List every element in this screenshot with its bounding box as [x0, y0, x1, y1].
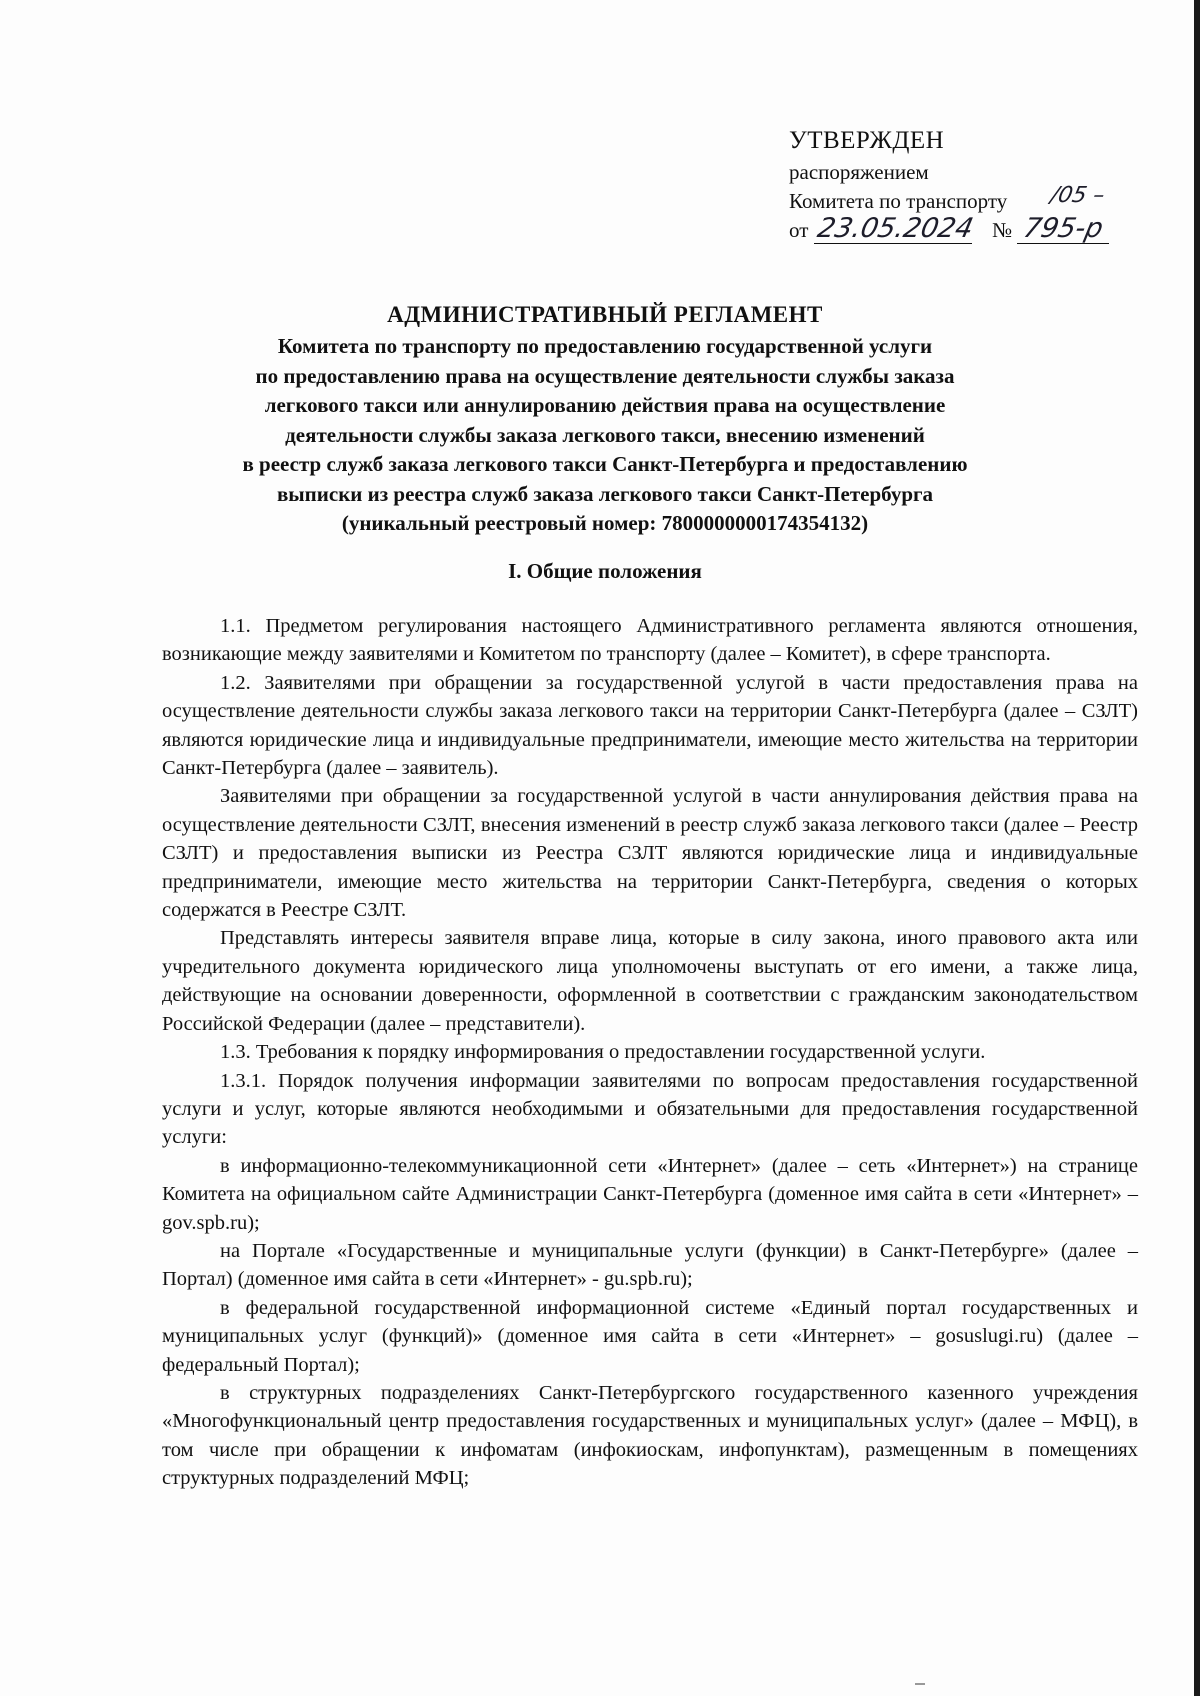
number-field — [1017, 213, 1109, 244]
number-prefix: № — [992, 218, 1013, 242]
title-line: в реестр служб заказа легкового такси Санкт-Петербурга и предоставлению — [242, 452, 968, 476]
paragraph: 1.3.1. Порядок получения информации заявителями по вопросам предоставления государственной услуги и услуг, которые являются необходимыми и обязательными для предоставления государственной услуги: — [162, 1069, 1138, 1149]
title-line: выписки из реестра служб заказа легкового такси Санкт-Петербурга — [276, 481, 934, 506]
section-heading: I. Общие положения — [508, 559, 702, 583]
paragraph: 1.2. Заявителями при обращении за государственной услугой в части предоставления права на осуществление деятельности службы заказа легкового такси на территории Санкт-Петербурга (далее – СЗЛТ) являются юридические лица и индивидуальные предприниматели, имеющие место жительства на территории Санкт-Петербурга (далее – заявитель). — [162, 671, 1138, 780]
committee-label: Комитета по транспорту — [789, 189, 1008, 213]
paragraph: в информационно-телекоммуникационной сети «Интернет» (далее – сеть «Интернет») на странице Комитета на официальном сайте Администрации Санкт-Петербурга (доменное имя сайта в сети «Интернет» – gov.spb.ru); — [162, 1154, 1138, 1234]
paragraph: 1.3. Требования к порядку информирования о предоставлении государственной услуги. — [220, 1041, 986, 1064]
date-field — [814, 213, 976, 244]
scan-speck — [915, 1683, 925, 1685]
document-body — [162, 612, 1138, 1493]
handwritten-date: 23.05.2024 — [814, 213, 976, 244]
paragraph: Заявителями при обращении за государственной услугой в части аннулирования действия права на осуществление деятельности СЗЛТ, внесения изменений в реестр служб заказа легкового такси (далее – Реестр СЗЛТ) и предоставления выписки из Реестра СЗЛТ являются юридические лица и индивидуальные предприниматели, имеющие место жительства на территории Санкт-Петербурга, сведения о которых содержатся в Реестре СЗЛТ. — [162, 785, 1138, 922]
document-title: АДМИНИСТРАТИВНЫЙ РЕГЛАМЕНТ — [387, 302, 823, 327]
date-number-line — [789, 213, 1169, 245]
date-prefix: от — [789, 218, 809, 242]
paragraph: 1.1. Предметом регулирования настоящего Административного регламента являются отношения, возникающие между заявителями и Комитетом по транспорту (далее – Комитет), в сфере транспорта. — [162, 615, 1138, 666]
scan-edge — [1194, 0, 1200, 1696]
title-line: деятельности службы заказа легкового такси, внесению изменений — [285, 422, 925, 447]
by-order-label: распоряжением — [789, 160, 929, 184]
approval-stamp-block — [789, 124, 1169, 245]
committee-line — [789, 183, 1169, 216]
handwritten-committee-mark: /05 – — [1048, 183, 1108, 208]
paragraph: в федеральной государственной информационной системе «Единый портал государственных и муниципальных услуг (функций)» (доменное имя сайта в сети «Интернет» – gosuslugi.ru) (далее – федеральный Портал); — [162, 1296, 1138, 1376]
handwritten-number: 795-р — [1021, 213, 1107, 244]
regulation-title — [170, 298, 1040, 539]
title-line: легкового такси или аннулированию действия права на осуществление — [264, 393, 946, 417]
title-line: по предоставлению права на осуществление деятельности службы заказа — [255, 363, 955, 388]
paragraph: в структурных подразделениях Санкт-Петербургского государственного казенного учреждения «Многофункциональный центр предоставления государственных и муниципальных услуг» (далее – МФЦ), в том числе при обращении к инфоматам (инфокиоскам, инфопунктам), размещенным в помещениях структурных подразделений МФЦ; — [162, 1381, 1138, 1490]
paragraph: Представлять интересы заявителя вправе лица, которые в силу закона, иного правового акта или учредительного документа юридического лица уполномочены выступать от его имени, а также лица, действующие на основании доверенности, оформленной в соответствии с гражданским законодательством Российской Федерации (далее – представители). — [162, 927, 1138, 1035]
paragraph: на Портале «Государственные и муниципальные услуги (функции) в Санкт-Петербурге» (далее – Портал) (доменное имя сайта в сети «Интернет» - gu.spb.ru); — [162, 1239, 1138, 1291]
title-line: Комитета по транспорту по предоставлению государственной услуги — [277, 334, 933, 358]
approved-label: УТВЕРЖДЕН — [789, 127, 945, 154]
registry-number-line: (уникальный реестровый номер: 7800000000174354132) — [341, 511, 869, 535]
